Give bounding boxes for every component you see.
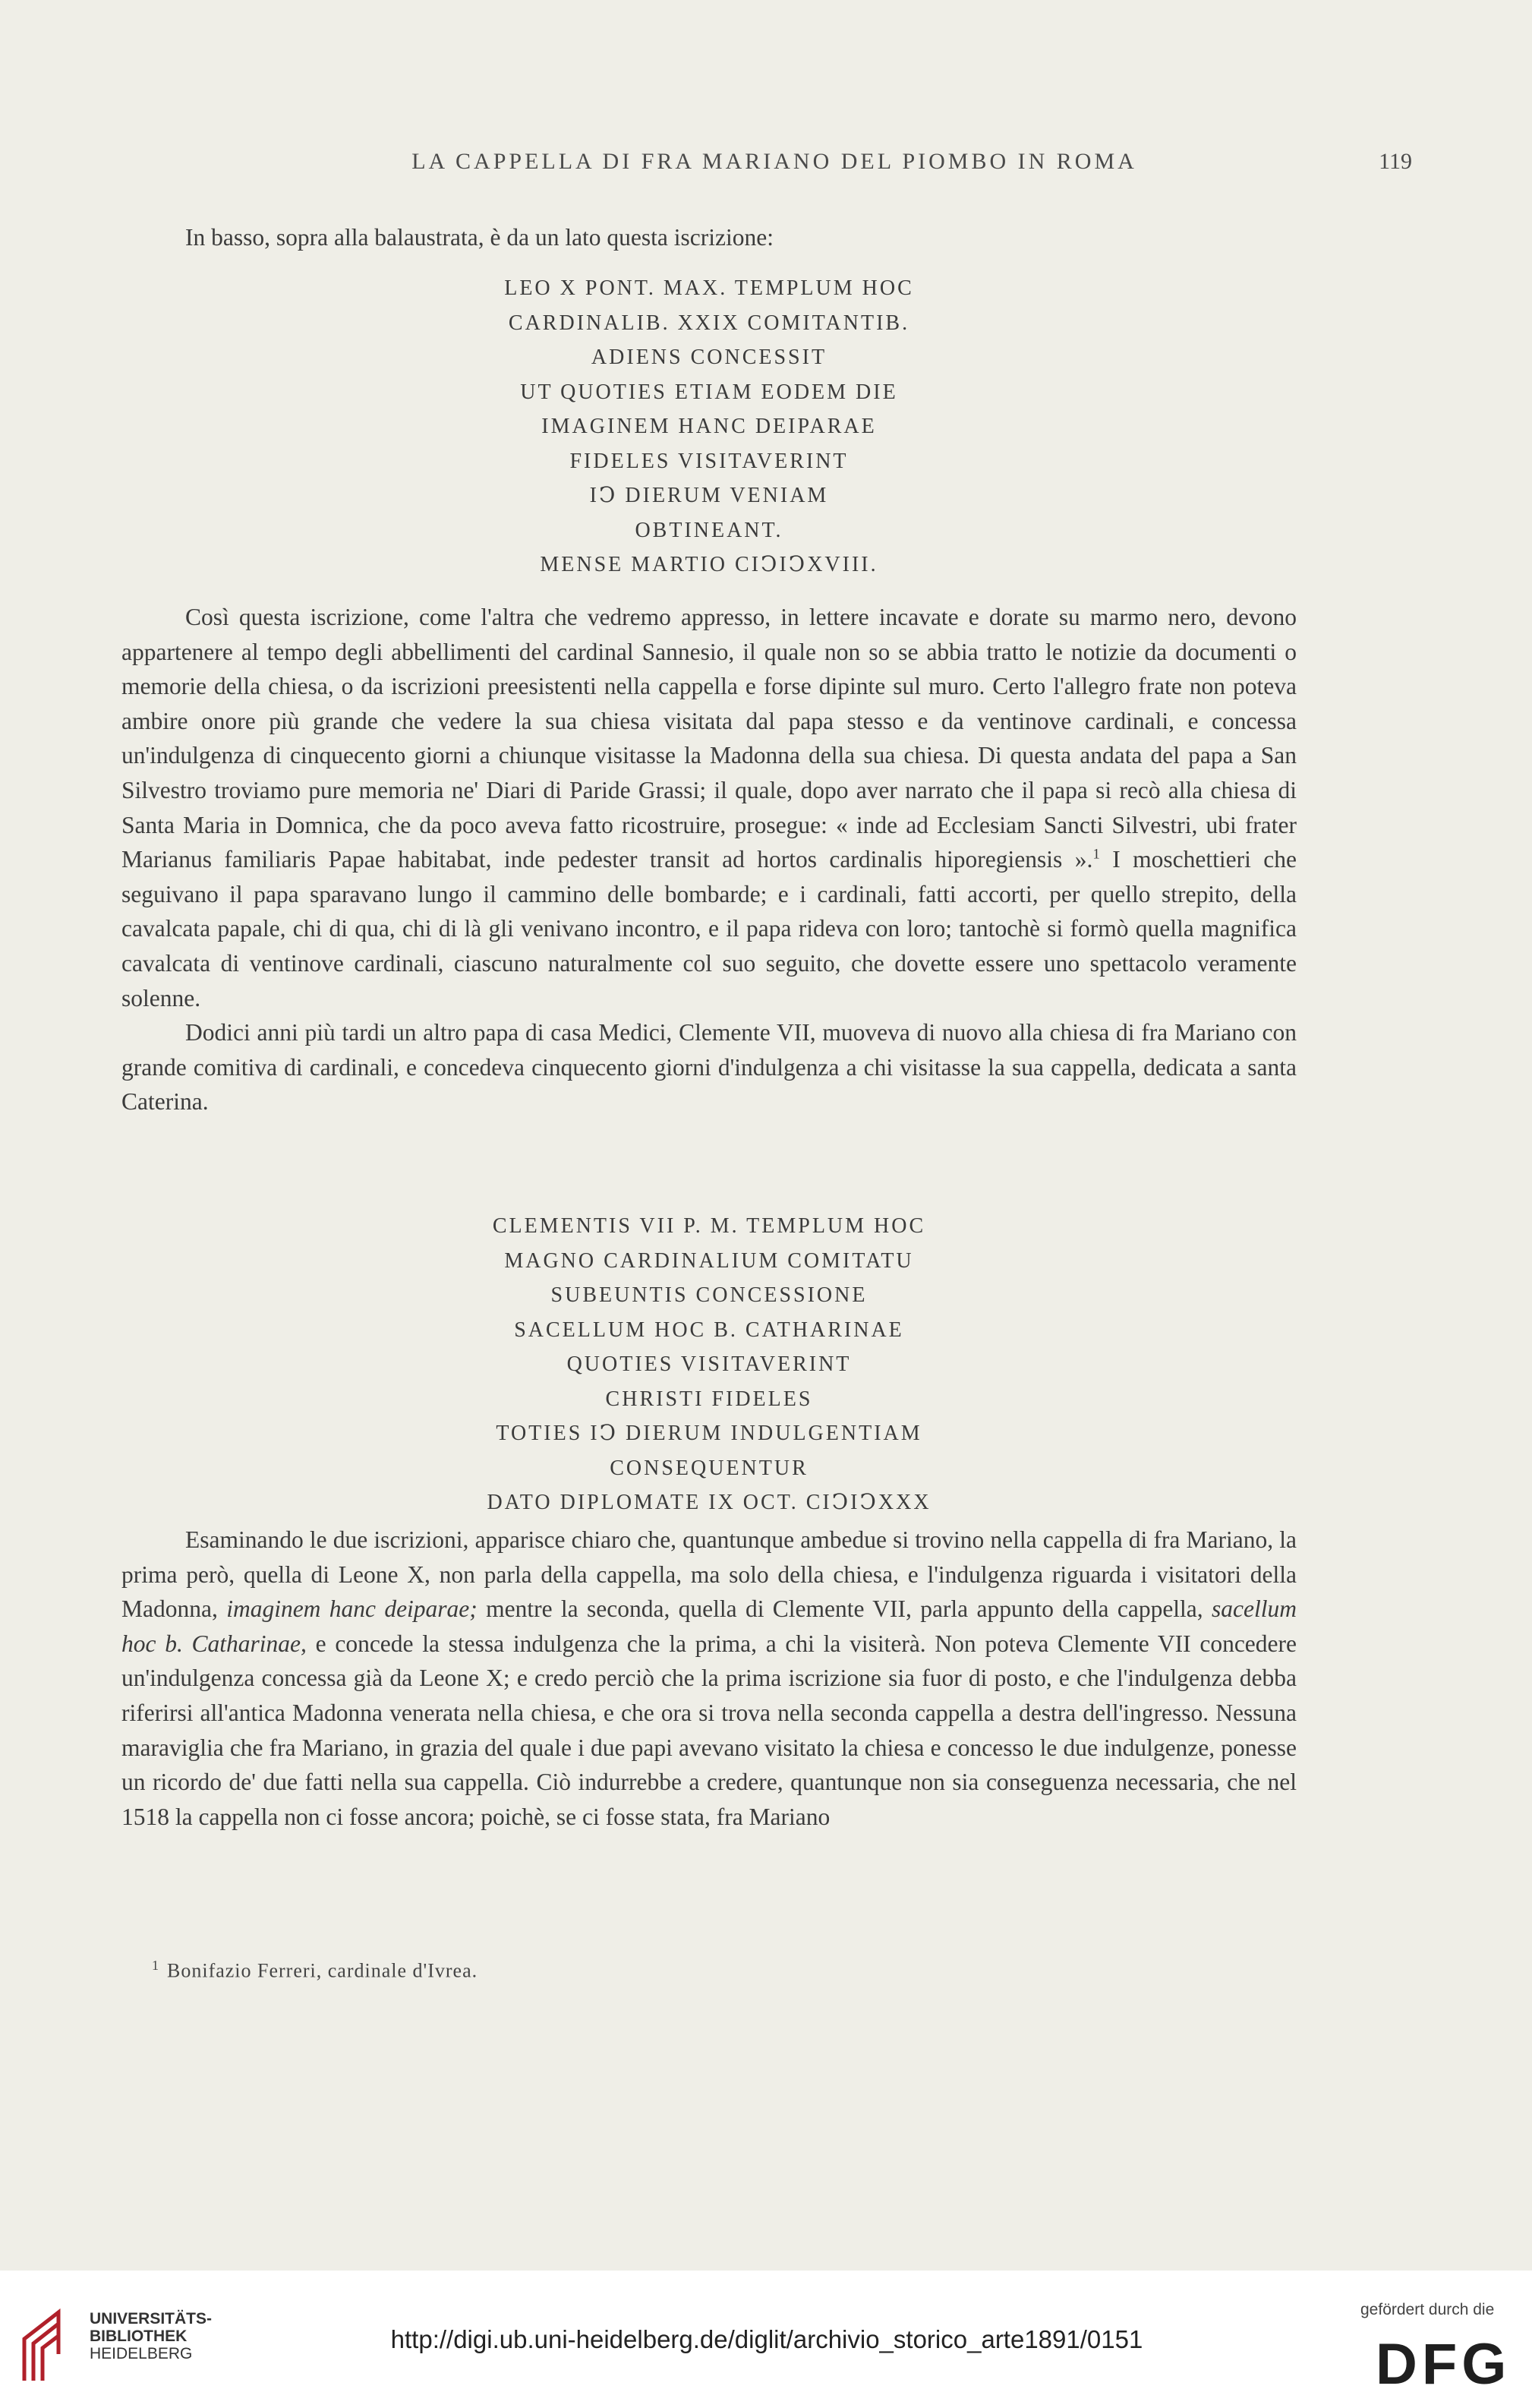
- inscription-line: SACELLUM HOC B. CATHARINAE: [514, 1318, 904, 1342]
- permalink-url[interactable]: http://digi.ub.uni-heidelberg.de/diglit/archivio_storico_arte1891/0151: [390, 2325, 1143, 2353]
- inscription-line: ADIENS CONCESSIT: [591, 346, 827, 369]
- inscription-clement-vii: [121, 1209, 1297, 1520]
- paragraph-2: Dodici anni più tardi un altro papa di casa Medici, Clemente VII, muoveva di nuovo alla chiesa di fra Mariano con grande comitiva di cardinali, e concedeva cinquecento giorni d'indulgenza a chi visitasse la sua cappella, dedicata a santa Caterina.: [121, 1019, 1297, 1116]
- inscription-line: OBTINEANT.: [635, 518, 783, 542]
- body-text-2: [121, 1523, 1297, 1834]
- inscription-line: TOTIES IↃ DIERUM INDULGENTIAM: [496, 1422, 922, 1445]
- paragraph-3-text: e concede la stessa indulgenza che la prima, a chi la visiterà. Non poteva Clemente VII concedere un'indulgenza concessa già da Leone X; e credo perciò che la prima iscrizione sia fuor di posto, e che l'indulgenza debba riferirsi all'antica Madonna venerata nella chiesa, e che ora si trova nella seconda cappella a destra dell'ingresso. Nessuna maraviglia che fra Mariano, in grazia del quale i due papi avevano visitato la chiesa e concesso le due indulgenze, ponesse un ricordo de' due fatti nella sua cappella. Ciò indurrebbe a credere, quantunque non sia conseguenza necessaria, che nel 1518 la cappella non ci fosse ancora; poichè, se ci fosse stata, fra Mariano: [121, 1630, 1297, 1830]
- inscription-line: CLEMENTIS VII P. M. TEMPLUM HOC: [492, 1214, 926, 1238]
- quote-imaginem: imaginem hanc deiparae;: [226, 1595, 478, 1623]
- inscription-line: QUOTIES VISITAVERINT: [566, 1352, 852, 1376]
- paragraph-3-text: mentre la seconda, quella di Clemente VII, parla appunto della cappella,: [477, 1595, 1212, 1623]
- quote-sacellum: sacellum hoc b. Catharinae,: [121, 1595, 1297, 1657]
- page-number: 119: [1379, 149, 1412, 174]
- footnote-mark: 1: [152, 1958, 159, 1973]
- running-head: [121, 149, 1412, 187]
- inscription-leo-x: [121, 271, 1297, 582]
- library-name-line: UNIVERSITÄTS-: [90, 2310, 213, 2328]
- inscription-line: DATO DIPLOMATE IX OCT. CIↃIↃXXX: [487, 1491, 931, 1514]
- footnote: [152, 1958, 478, 1983]
- footnote-text: Bonifazio Ferreri, cardinale d'Ivrea.: [167, 1959, 478, 1982]
- footnote-reference: 1: [1092, 846, 1100, 863]
- running-title: LA CAPPELLA DI FRA MARIANO DEL PIOMBO IN ROMA: [411, 149, 1137, 174]
- inscription-line: MAGNO CARDINALIUM COMITATU: [504, 1248, 914, 1273]
- library-name-line: BIBLIOTHEK: [90, 2328, 188, 2345]
- digitization-footer: [0, 2271, 1532, 2408]
- intro-paragraph: In basso, sopra alla balaustrata, è da un lato questa iscrizione:: [185, 224, 774, 251]
- paragraph-3-text: Esaminando le due iscrizioni, apparisce chiaro che, quantunque ambedue si trovino nella cappella di fra Mariano, la prima però, quella di Leone X, non parla della cappella, ma solo della chiesa, e l'indulgenza riguarda i visitatori della Madonna,: [121, 1526, 1297, 1623]
- inscription-line: MENSE MARTIO CIↃIↃXVIII.: [540, 553, 878, 576]
- inscription-line: IMAGINEM HANC DEIPARAE: [541, 415, 877, 438]
- paragraph-1-continued: I moschettieri che seguivano il papa sparavano lungo il cammino delle bombarde; e i cardinali, fatti accorti, per quello strepito, della cavalcata papale, chi di qua, chi di là gli venivano incontro, e il papa rideva con loro; tantochè si formò quella magnifica cavalcata di ventinove cardinali, ciascuno naturalmente col suo seguito, che dovette essere uno spettacolo veramente solenne.: [121, 846, 1297, 1011]
- library-name: [90, 2310, 212, 2362]
- intro-line: [121, 220, 1297, 255]
- paragraph-1-text: Così questa iscrizione, come l'altra che vedremo appresso, in lettere incavate e dorate su marmo nero, devono appartenere al tempo degli abbellimenti del cardinal Sannesio, il quale non so se abbia tratto le notizie da documenti o memorie della chiesa, o da iscrizioni preesistenti nella cappella e forse dipinte sul muro. Certo l'allegro frate non poteva ambire onore più grande che vedere la sua chiesa visitata dal papa stesso e da ventinove cardinali, e concessa un'indulgenza di cinquecento giorni a chiunque visitasse la Madonna della sua chiesa. Di questa andata del papa a San Silvestro troviamo pure memoria ne' Diari di Paride Grassi; il quale, dopo aver narrato che il papa si recò alla chiesa di Santa Maria in Domnica, che da poco aveva fatto ricostruire, prosegue: « inde ad Ecclesiam Sancti Silvestri, ubi frater Marianus familiaris Papae habitabat, inde pedester transit ad hortos cardinalis hiporegiensis ».: [121, 604, 1297, 873]
- library-name-line: HEIDELBERG: [90, 2345, 193, 2362]
- inscription-line: FIDELES VISITAVERINT: [569, 449, 849, 473]
- inscription-line: UT QUOTIES ETIAM EODEM DIE: [520, 380, 898, 404]
- inscription-line: IↃ DIERUM VENIAM: [589, 484, 829, 507]
- inscription-line: SUBEUNTIS CONCESSIONE: [550, 1283, 868, 1307]
- university-library-logo-icon: [17, 2309, 82, 2384]
- inscription-line: LEO X PONT. MAX. TEMPLUM HOC: [504, 276, 914, 300]
- body-text-1: [121, 600, 1297, 1119]
- paragraph-1: [121, 600, 1297, 1015]
- inscription-line: CHRISTI FIDELES: [605, 1387, 813, 1411]
- paragraph-3: [121, 1523, 1297, 1834]
- funding-caption: gefördert durch die: [1360, 2301, 1495, 2318]
- dfg-logo: DFG: [1376, 2332, 1512, 2397]
- inscription-line: CONSEQUENTUR: [610, 1456, 809, 1480]
- inscription-line: CARDINALIB. XXIX COMITANTIB.: [508, 311, 910, 335]
